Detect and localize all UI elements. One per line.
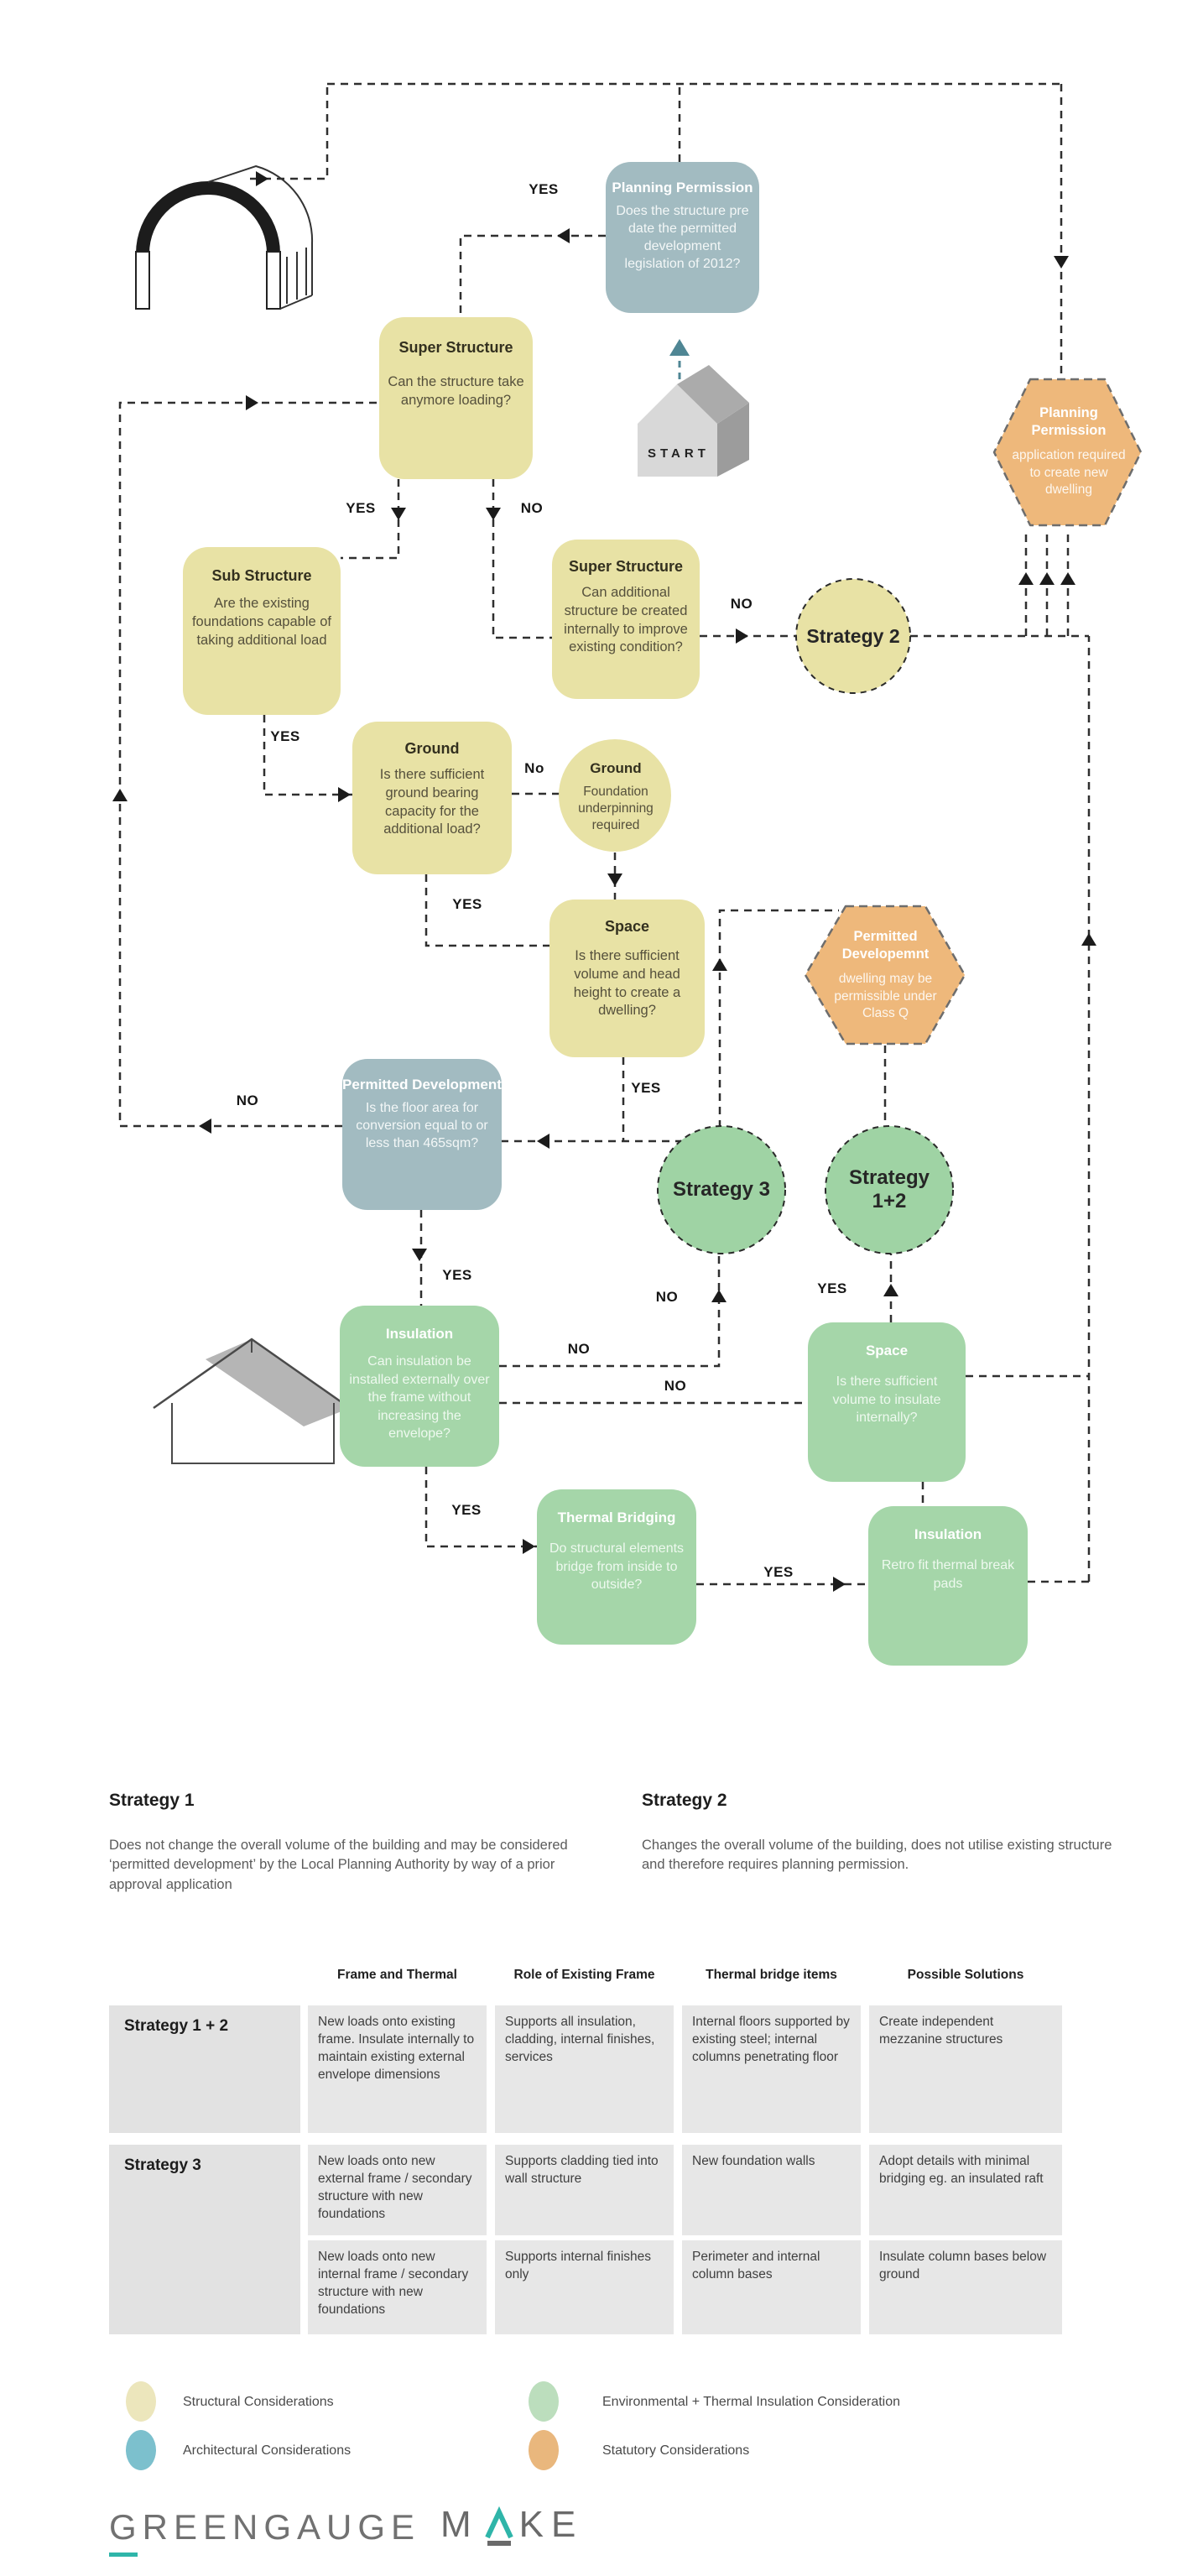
label-pd-yes: YES: [442, 1267, 472, 1283]
node-title: Planning Permission: [612, 180, 753, 196]
label-pd-no: NO: [236, 1092, 259, 1108]
label-ground-no: No: [524, 760, 544, 776]
barrel-vault-icon: [136, 166, 312, 309]
node-title: Space: [865, 1343, 909, 1358]
node-insulation-2: [868, 1506, 1028, 1666]
table-cell: Insulate column bases below ground: [869, 2240, 1062, 2334]
node-title: Super Structure: [568, 558, 684, 575]
table-cell: Supports internal finishes only: [495, 2240, 674, 2334]
label-super1-no: NO: [520, 500, 544, 516]
node-ground-2: [564, 745, 668, 849]
node-body: Can additional structure be created internally to improve existing condition?: [564, 585, 688, 655]
table-cell: Supports cladding tied into wall structure: [495, 2145, 674, 2235]
node-body: Is there sufficient volume and head height to create a dwelling?: [573, 948, 681, 1019]
label-insulation-no-2: NO: [664, 1378, 687, 1394]
node-thermal-bridging: [537, 1489, 696, 1645]
label-ground-yes: YES: [452, 896, 482, 912]
legend-label-architectural: Architectural Considerations: [183, 2443, 352, 2458]
label-sub-yes: YES: [270, 728, 300, 744]
make-triangle-icon: [481, 2506, 518, 2546]
table-header-thermal-bridge: Thermal bridge items: [706, 1968, 837, 1982]
node-body: Does the structure pre date the permitted development legislation of 2012?: [616, 204, 749, 271]
node-body: Can the structure take anymore loading?: [388, 374, 524, 408]
label-thermal-yes: YES: [763, 1564, 794, 1580]
node-title: Permitted Development: [342, 1077, 502, 1092]
table-rowlabel-strategy-1-2: Strategy 1 + 2: [109, 2005, 300, 2133]
legend-label-environmental: Environmental + Thermal Insulation Consideration: [602, 2395, 901, 2409]
legend-dot-architectural: [126, 2430, 156, 2470]
table-cell: Create independent mezzanine structures: [869, 2005, 1062, 2133]
node-title: Permitted Developemnt: [841, 929, 930, 962]
table-header-solutions: Possible Solutions: [907, 1968, 1024, 1982]
strategy1-heading: Strategy 1: [109, 1791, 195, 1810]
node-space-yellow: [549, 900, 705, 1057]
node-ground-1: [352, 722, 512, 874]
label-strategy3-no: NO: [655, 1289, 679, 1305]
node-super-structure-2: [552, 540, 700, 699]
node-title: Ground: [404, 740, 460, 757]
node-body: Is the floor area for conversion equal to or less than 465sqm?: [356, 1101, 488, 1150]
legend-label-statutory: Statutory Considerations: [602, 2443, 750, 2458]
node-title: Insulation: [914, 1526, 982, 1542]
table-cell: Adopt details with minimal bridging eg. an insulated raft: [869, 2145, 1062, 2235]
strategy2-heading: Strategy 2: [642, 1791, 727, 1810]
legend-label-structural: Structural Considerations: [183, 2395, 334, 2409]
label-pp-yes: YES: [529, 181, 559, 197]
node-body: Is there sufficient volume to insulate internally?: [832, 1374, 941, 1426]
node-permitted-development-hex: [820, 920, 950, 1030]
node-strategy-2: Strategy 2: [806, 624, 900, 647]
node-title: Super Structure: [398, 339, 513, 356]
node-strategy-3: Strategy 3: [672, 1178, 771, 1201]
table-cell: Supports all insulation, cladding, internal finishes, services: [495, 2005, 674, 2133]
greengauge-logo: GREENGAUGE: [109, 2507, 421, 2547]
node-title: Ground: [590, 759, 642, 776]
table-header-frame-thermal: Frame and Thermal: [337, 1968, 457, 1982]
make-logo-ke: KE: [518, 2504, 584, 2545]
label-super1-yes: YES: [346, 500, 376, 516]
start-label: START: [648, 446, 710, 461]
node-strategy-1-2: [825, 1126, 953, 1254]
label-strategy12-yes: YES: [817, 1280, 847, 1296]
node-title: Insulation: [385, 1326, 454, 1342]
node-title: Strategy 1+2: [848, 1166, 930, 1212]
node-body: dwelling may be permissible under Class Q: [834, 972, 937, 1020]
node-body: application required to create new dwelling: [1012, 448, 1126, 497]
label-space-yes: YES: [631, 1080, 661, 1096]
gable-house-icon: [154, 1339, 350, 1463]
legend-dot-environmental: [529, 2381, 559, 2422]
table-cell: New loads onto new external frame / secondary structure with new foundations: [308, 2145, 487, 2235]
label-insulation-yes: YES: [451, 1502, 482, 1518]
legend-dot-statutory: [529, 2430, 559, 2470]
node-permitted-development: [342, 1059, 502, 1210]
node-insulation-1: [340, 1306, 499, 1467]
node-body: Can insulation be installed externally over the frame without increasing the envelope?: [349, 1354, 490, 1442]
node-title: Planning Permission: [1031, 405, 1107, 438]
node-space-green: [808, 1322, 966, 1482]
node-super-structure-1: [379, 317, 533, 479]
legend-dot-structural: [126, 2381, 156, 2422]
table-rowlabel-strategy-3: Strategy 3: [109, 2145, 300, 2334]
strategy1-paragraph: Does not change the overall volume of the building and may be considered ‘permitted development’ by the Local Planning Authority by way of a prior approval application: [109, 1838, 568, 1892]
node-body: Retro fit thermal break pads: [881, 1558, 1015, 1591]
node-body: Do structural elements bridge from inside to outside?: [549, 1541, 685, 1593]
make-logo: [440, 2504, 583, 2546]
table-header-role-frame: Role of Existing Frame: [513, 1968, 655, 1982]
node-planning-permission-hex: [1011, 393, 1127, 510]
table-cell: Perimeter and internal column bases: [682, 2240, 861, 2334]
table-cell: Internal floors supported by existing steel; internal columns penetrating floor: [682, 2005, 861, 2133]
node-sub-structure: [183, 547, 341, 715]
label-super2-no: NO: [730, 596, 753, 612]
node-title: Space: [604, 918, 650, 935]
table-cell: New foundation walls: [682, 2145, 861, 2235]
node-title: Thermal Bridging: [557, 1510, 676, 1525]
make-logo-m: M: [440, 2504, 479, 2545]
strategy2-paragraph: Changes the overall volume of the building, does not utilise existing structure and therefore requires planning permission.: [642, 1838, 1112, 1873]
node-title: Sub Structure: [211, 567, 312, 584]
label-insulation-no-1: NO: [567, 1341, 591, 1357]
node-body: Is there sufficient ground bearing capacity for the additional load?: [379, 767, 485, 837]
node-body: Are the existing foundations capable of taking additional load: [191, 596, 332, 648]
node-planning-permission: [606, 162, 759, 313]
node-body: Foundation underpinning required: [578, 784, 654, 833]
table-cell: New loads onto existing frame. Insulate internally to maintain existing external envelope dimensions: [308, 2005, 487, 2133]
greengauge-underline: [109, 2553, 138, 2557]
table-cell: New loads onto new internal frame / secondary structure with new foundations: [308, 2240, 487, 2334]
